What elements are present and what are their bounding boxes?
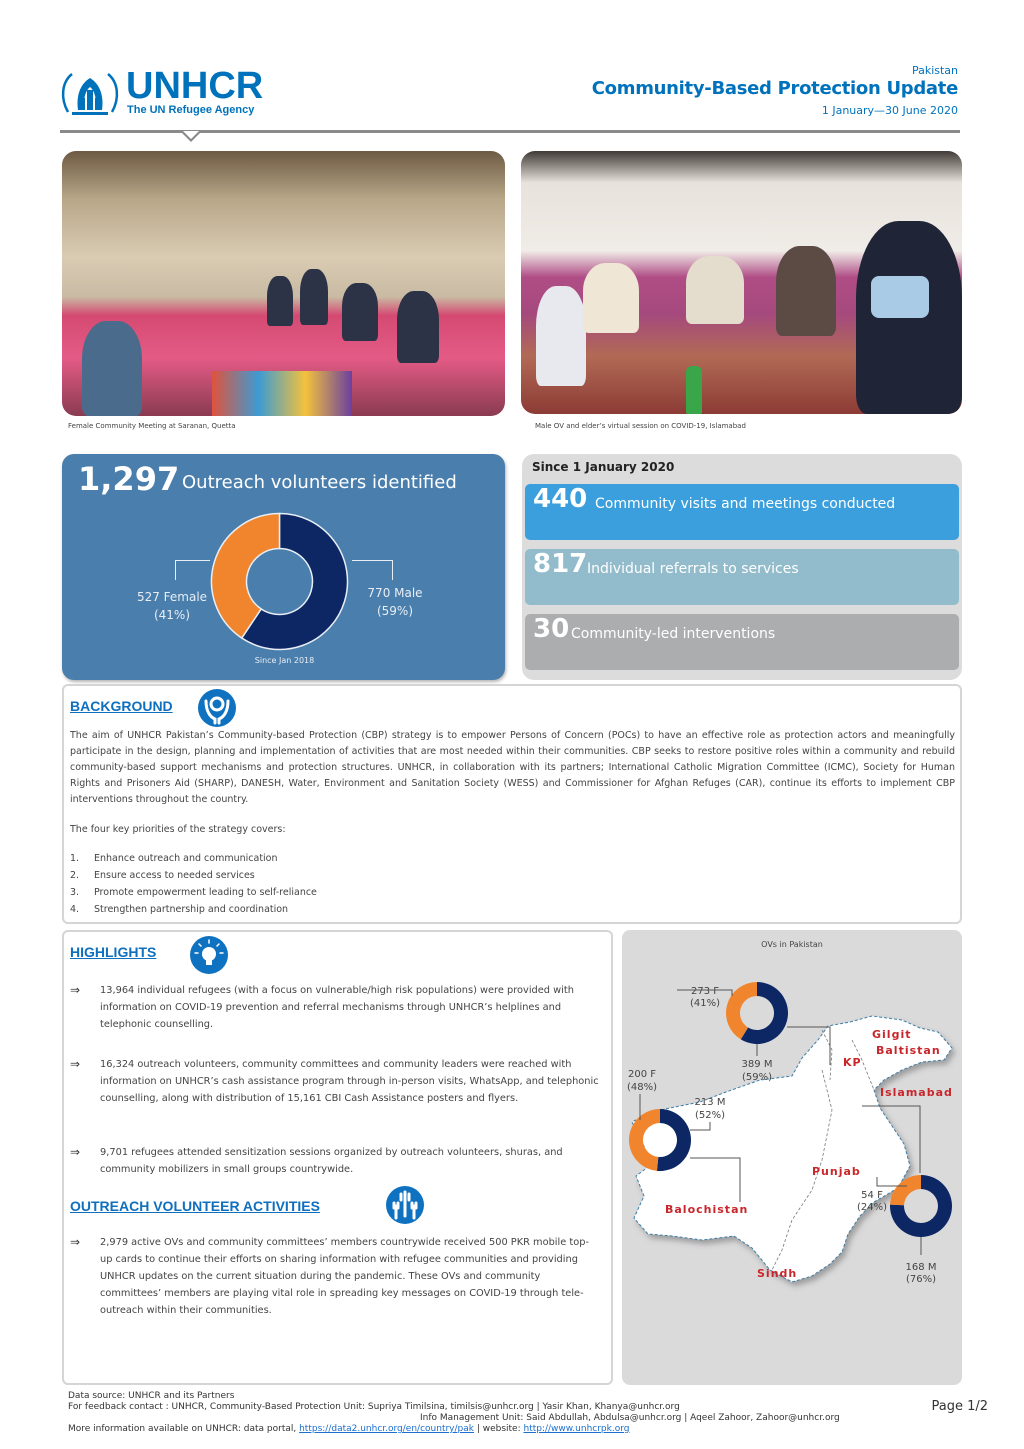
volunteers-label: Outreach volunteers identified — [182, 472, 457, 493]
leader-line — [175, 560, 210, 561]
background-heading: BACKGROUND — [70, 698, 173, 714]
priority-text: Enhance outreach and communication — [94, 853, 278, 864]
volunteers-total: 1,297 — [78, 460, 180, 498]
female-label: 527 Female — [136, 590, 208, 604]
priorities-intro: The four key priorities of the strategy covers: — [70, 824, 286, 835]
footer — [68, 1391, 888, 1435]
priority-item — [70, 867, 317, 884]
highlight-text: 9,701 refugees attended sensitization sessions organized by outreach volunteers, shuras, and community mobilizers in small groups countrywide. — [100, 1147, 563, 1175]
highlights-heading: HIGHLIGHTS — [70, 944, 157, 960]
priority-number: 2. — [70, 870, 80, 881]
photo-caption: Female Community Meeting at Saranan, Quetta — [68, 422, 236, 430]
org-tagline: The UN Refugee Agency — [127, 104, 255, 116]
priority-item — [70, 884, 317, 901]
ovs-map-panel — [622, 930, 962, 1385]
protection-hands-icon — [198, 689, 236, 727]
more-info-line — [68, 1424, 888, 1435]
more-info-prefix: More information available on UNHCR: data portal, — [68, 1424, 300, 1434]
leader-line — [352, 560, 392, 561]
priorities-list — [70, 850, 317, 918]
region-label-gilgit: Gilgit — [872, 1028, 912, 1041]
region-label-sindh: Sindh — [757, 1267, 798, 1280]
priority-item — [70, 901, 317, 918]
map-female-pct: (24%) — [856, 1202, 888, 1213]
stat-label: Community-led interventions — [571, 626, 776, 642]
stat-label: Community visits and meetings conducted — [595, 496, 896, 512]
volunteers-since: Since Jan 2018 — [254, 656, 315, 665]
org-name: UNHCR — [126, 65, 264, 107]
stat-interventions — [525, 614, 959, 670]
unhcr-emblem-icon — [60, 68, 120, 120]
website-link[interactable]: http://www.unhcrpk.org — [523, 1424, 630, 1434]
stat-value: 440 — [533, 484, 588, 514]
stat-value: 30 — [533, 614, 570, 644]
priority-text: Promote empowerment leading to self-reliance — [94, 887, 317, 898]
priority-number: 1. — [70, 853, 80, 864]
male-count — [347, 584, 443, 620]
priority-text: Strengthen partnership and coordination — [94, 904, 289, 915]
unhcr-logo — [60, 66, 280, 122]
priority-item — [70, 850, 317, 867]
male-pct: (59%) — [376, 604, 414, 618]
raised-hands-icon — [386, 1186, 424, 1224]
outreach-volunteers-panel — [62, 454, 505, 680]
ov-activity-item — [70, 1234, 600, 1319]
photo-male-session — [521, 151, 962, 414]
website-prefix: | website: — [473, 1424, 524, 1434]
stat-community-visits — [525, 484, 959, 540]
data-source: Data source: UNHCR and its Partners — [68, 1391, 235, 1401]
region-label-baltistan: Baltistan — [876, 1044, 941, 1057]
info-management-contact: Info Management Unit: Said Abdullah, Abdulsa@unhcr.org | Aqeel Zahoor, Zahoor@unhcr.org — [420, 1413, 840, 1423]
photo-figure — [342, 283, 378, 341]
map-male-pct: (52%) — [694, 1110, 726, 1121]
photo-mask — [871, 276, 929, 318]
highlight-text: 16,324 outreach volunteers, community committees and community leaders were reached with information on UNHCR’s cash assistance program through in-person visits, WhatsApp, and telephonic counselling, along with distribution of 15,161 CBI Cash Assistance posters and flyers. — [100, 1059, 599, 1104]
arrow-icon: ⇒ — [70, 1145, 81, 1159]
priority-number: 3. — [70, 887, 80, 898]
priority-text: Ensure access to needed services — [94, 870, 255, 881]
background-section — [62, 684, 962, 924]
leader-line — [392, 560, 393, 580]
region-label-balochistan: Balochistan — [665, 1203, 749, 1216]
photo-female-meeting — [62, 151, 505, 416]
stat-label: Individual referrals to services — [587, 561, 799, 577]
ov-activities-heading: OUTREACH VOLUNTEER ACTIVITIES — [70, 1198, 320, 1214]
map-female-count: 200 F — [627, 1069, 657, 1080]
photo-caption: Male OV and elder’s virtual session on COVID-19, Islamabad — [535, 422, 746, 430]
highlight-item — [70, 982, 600, 1033]
map-female-count: 54 F — [861, 1190, 883, 1201]
photo-bottle — [686, 366, 702, 414]
pakistan-map — [622, 930, 962, 1385]
photo-rug — [212, 371, 352, 416]
region-label-punjab: Punjab — [812, 1165, 861, 1178]
map-female-count: 273 F — [690, 986, 720, 997]
data-portal-link[interactable]: https://data2.unhcr.org/en/country/pak — [299, 1424, 474, 1434]
map-male-count: 213 M — [694, 1097, 726, 1108]
country-label: Pakistan — [911, 64, 958, 77]
photo-figure — [583, 263, 639, 333]
since-title: Since 1 January 2020 — [532, 460, 675, 474]
region-label-kp: KP — [843, 1056, 862, 1069]
volunteers-donut-chart — [207, 509, 352, 654]
photo-figure — [300, 269, 328, 325]
priority-number: 4. — [70, 904, 80, 915]
map-male-count: 389 M — [741, 1059, 773, 1070]
stat-referrals — [525, 549, 959, 605]
map-female-pct: (48%) — [626, 1082, 658, 1093]
stat-value: 817 — [533, 549, 588, 579]
highlights-section — [62, 930, 613, 1385]
arrow-icon: ⇒ — [70, 983, 81, 997]
map-male-pct: (76%) — [905, 1274, 937, 1285]
arrow-icon: ⇒ — [70, 1235, 81, 1249]
feedback-contact: For feedback contact : UNHCR, Community-Based Protection Unit: Supriya Timilsina, timilsis@unhcr.org | Yasir Khan, Khanya@unhcr.org — [68, 1402, 680, 1412]
header-notch-inner — [183, 131, 199, 139]
highlight-item — [70, 1056, 600, 1107]
female-count — [124, 588, 220, 624]
map-female-pct: (41%) — [689, 998, 721, 1009]
photo-figure — [267, 276, 293, 326]
photo-figure — [536, 286, 586, 386]
map-male-pct: (59%) — [741, 1072, 773, 1083]
page-number: Page 1/2 — [931, 1399, 988, 1414]
highlight-text: 13,964 individual refugees (with a focus on vulnerable/high risk populations) were provided with information on COVID-19 prevention and referral mechanisms through UNHCR’s helplines and telephonic counselling. — [100, 985, 574, 1030]
photo-figure — [397, 291, 439, 363]
ov-activity-text: 2,979 active OVs and community committees’ members countrywide received 500 PKR mobile top-up cards to continue their efforts on sharing information with refugee communities and providing UNHCR updates on the current situation during the pandemic. These OVs and community committees’ members are playing vital role in spreading key messages on COVID-19 through tele-outreach within their communities. — [100, 1237, 589, 1316]
map-male-count: 168 M — [905, 1262, 937, 1273]
background-paragraph: The aim of UNHCR Pakistan’s Community-based Protection (CBP) strategy is to empower Persons of Concern (POCs) to have an effective role as protection actors and meaningfully participate in the design, planning and implementation of activities that are most needed within their communities. CBP seeks to restore positive roles within a community and rebuild community-based support mechanisms and protection structures. UNHCR, in collaboration with its partners; International Catholic Migration Committee (ICMC), Society for Human Rights and Prisoners Aid (SHARP), DANESH, Water, Environment and Sanitation Society (WESS) and Commissioner for Afghan Refuges (CAR), continue its efforts to implement CBP interventions throughout the country. — [70, 730, 955, 805]
female-pct: (41%) — [153, 608, 191, 622]
region-label-islamabad: Islamabad — [880, 1086, 953, 1099]
arrow-icon: ⇒ — [70, 1057, 81, 1071]
report-period: 1 January—30 June 2020 — [821, 104, 958, 117]
male-label: 770 Male — [367, 586, 423, 600]
photo-figure — [82, 321, 142, 416]
photo-figure — [686, 256, 744, 324]
highlight-item — [70, 1144, 600, 1178]
photo-figure — [776, 246, 836, 336]
since-2020-panel — [522, 454, 962, 680]
map-title: OVs in Pakistan — [761, 940, 823, 949]
page-title: Community-Based Protection Update — [591, 78, 958, 99]
lightbulb-icon — [190, 936, 228, 974]
leader-line — [175, 560, 176, 580]
